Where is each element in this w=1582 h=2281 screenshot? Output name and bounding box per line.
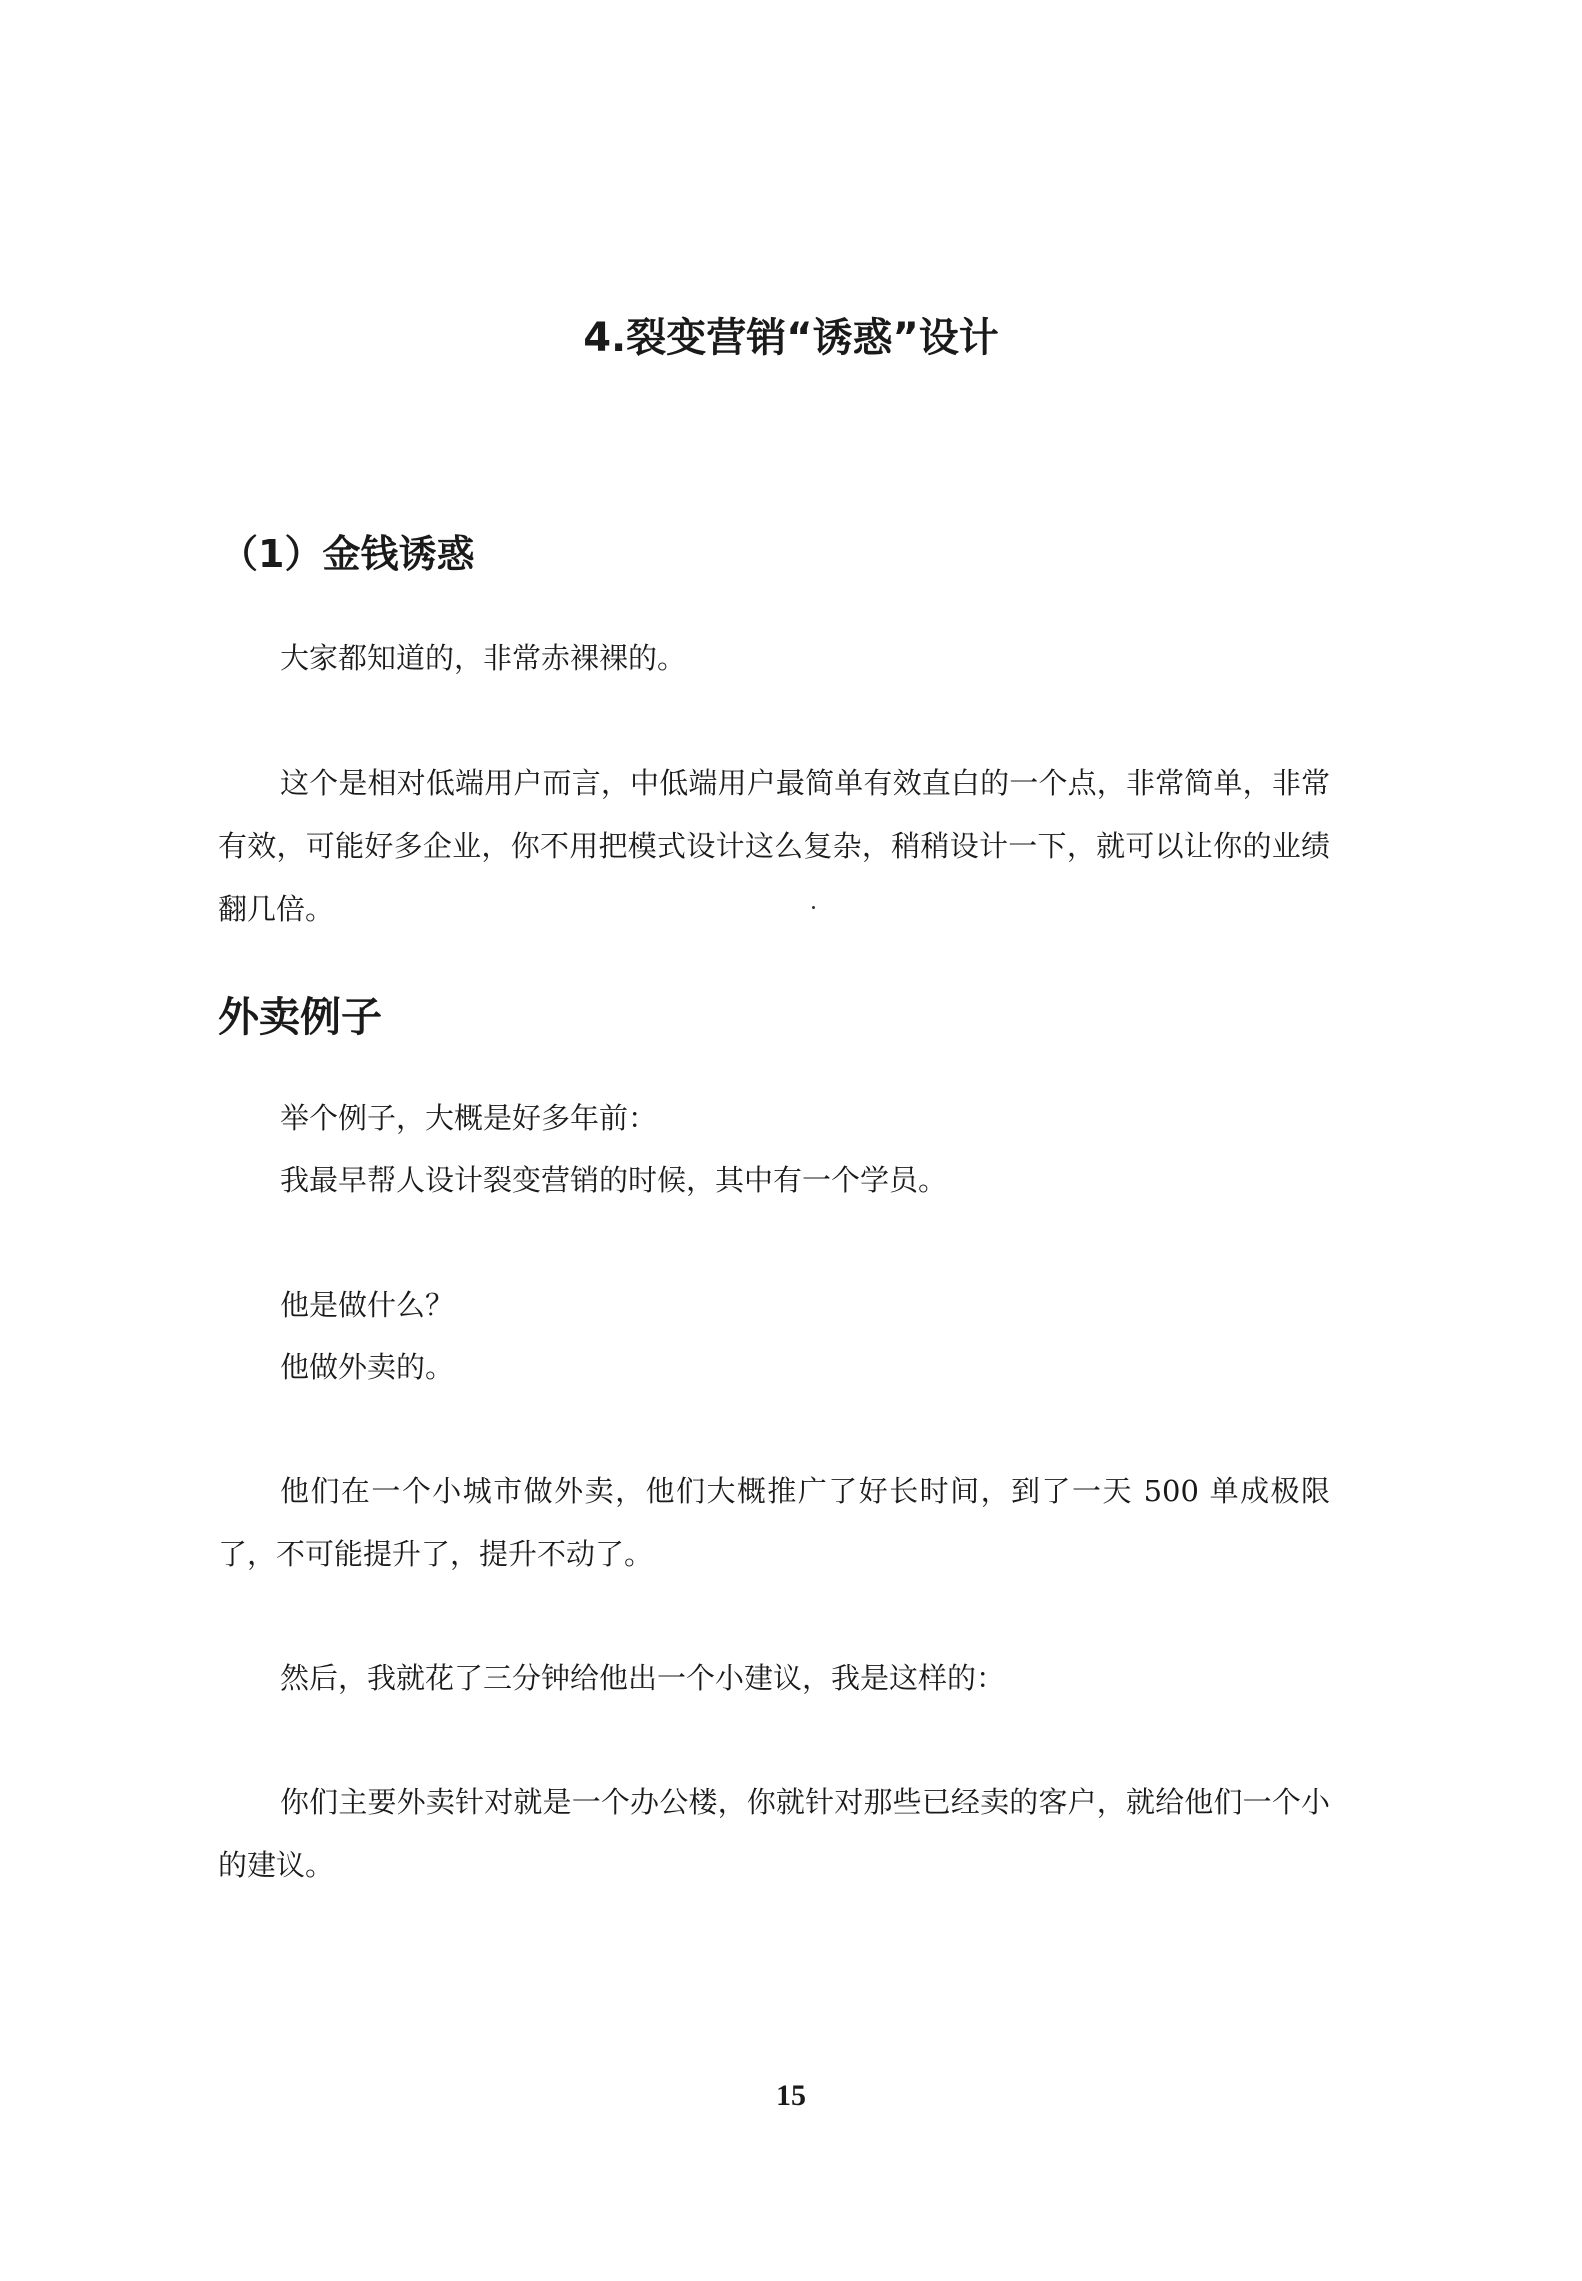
paragraph: 这个是相对低端用户而言，中低端用户最简单有效直白的一个点，非常简单，非常有效，可能好多企业，你不用把模式设计这么复杂，稍稍设计一下，就可以让你的业绩翻几倍。: [218, 766, 1330, 926]
paragraph: 我最早帮人设计裂变营销的时候，其中有一个学员。: [280, 1163, 948, 1197]
paragraph: 他做外卖的。: [280, 1350, 455, 1384]
sub-heading: 外卖例子: [218, 993, 382, 1041]
paragraph: 他是做什么？: [280, 1288, 455, 1322]
paragraph: 你们主要外卖针对就是一个办公楼，你就针对那些已经卖的客户，就给他们一个小的建议。: [218, 1785, 1330, 1882]
paragraph: 他们在一个小城市做外卖，他们大概推广了好长时间，到了一天 500 单成极限了，不可能提升了，提升不动了。: [218, 1474, 1330, 1571]
page-number: 15: [776, 2079, 806, 2112]
scan-speck: [812, 906, 815, 909]
paragraph: 然后，我就花了三分钟给他出一个小建议，我是这样的：: [280, 1661, 1006, 1695]
chapter-title: 4.裂变营销“诱惑”设计: [583, 315, 999, 361]
paragraph: 大家都知道的，非常赤裸裸的。: [280, 641, 687, 675]
section-heading: （1）金钱诱惑: [220, 532, 475, 576]
paragraph: 举个例子，大概是好多年前：: [280, 1101, 658, 1135]
